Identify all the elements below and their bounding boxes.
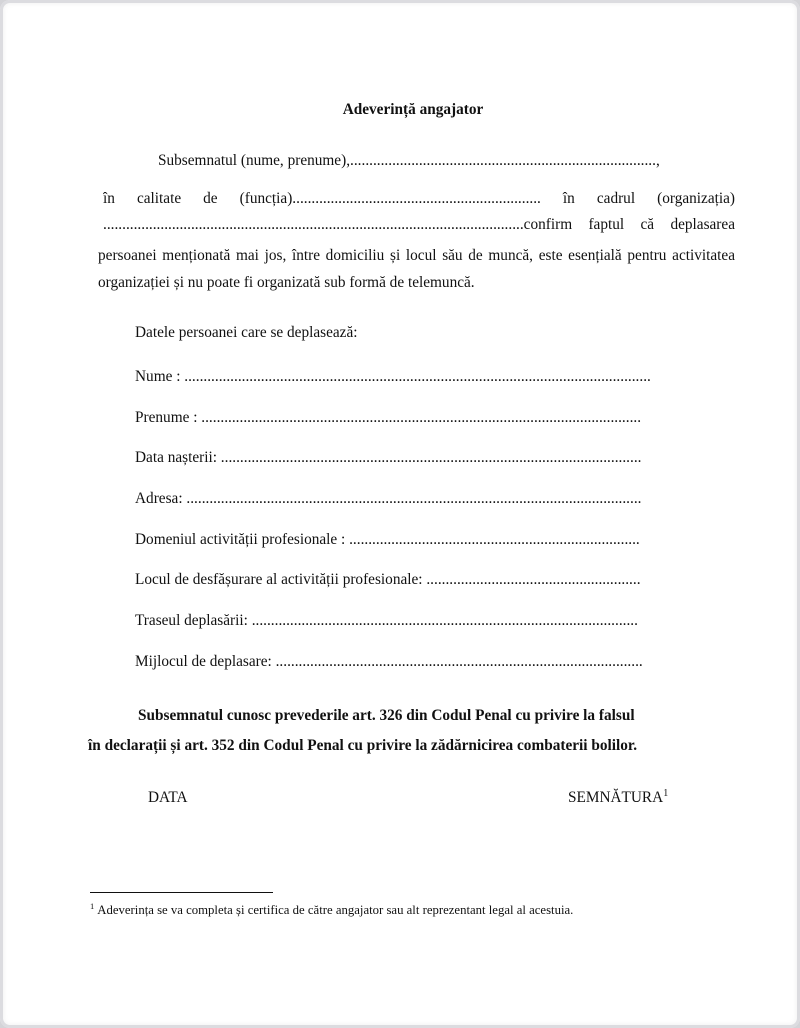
date-label: DATA bbox=[148, 789, 188, 806]
field-label: Locul de desfășurare al activității profesionale: bbox=[135, 571, 423, 589]
document-title: Adeverință angajator bbox=[342, 101, 484, 118]
field-locul-activitatii bbox=[135, 570, 675, 611]
field-label: Domeniul activității profesionale : bbox=[135, 530, 346, 548]
intro-line-statement: persoanei menționată mai jos, între domiciliu și locul său de muncă, este esențială pentru activitatea bbox=[98, 247, 735, 264]
intro-line-name: Subsemnatul (nume, prenume),................................................................................, bbox=[158, 152, 660, 169]
field-blank-line: .............................................................................................................. bbox=[220, 449, 642, 467]
field-label: Traseul deplasării: bbox=[135, 612, 248, 630]
field-label: Adresa: bbox=[135, 490, 183, 508]
field-nume bbox=[135, 367, 675, 408]
field-mijlocul-deplasare bbox=[135, 652, 675, 693]
field-blank-line: ....................................................................................................................... bbox=[186, 490, 642, 508]
footnote-text: Adeverința se va completa și certifica de către angajator sau alt reprezentant legal al acestuia. bbox=[97, 903, 574, 917]
intro-line-organization: ..............................................................................................................confirm faptul că deplasarea bbox=[103, 216, 735, 233]
field-traseul-deplasarii bbox=[135, 611, 675, 652]
field-blank-line: ........................................................ bbox=[426, 571, 641, 589]
declaration-line-1: Subsemnatul cunosc prevederile art. 326 din Codul Penal cu privire la falsul bbox=[138, 707, 635, 724]
field-blank-line: ..................................................................................................... bbox=[251, 612, 638, 630]
signature-label: SEMNĂTURA bbox=[568, 789, 664, 806]
footnote-separator bbox=[90, 892, 273, 893]
person-fields bbox=[135, 367, 675, 693]
field-domeniul-activitatii bbox=[135, 530, 675, 571]
field-prenume bbox=[135, 408, 675, 449]
field-blank-line: ............................................................................ bbox=[349, 530, 640, 548]
intro-line-function: în calitate de (funcția)................................................................. în cadrul (organizația) bbox=[103, 190, 735, 207]
field-label: Data nașterii: bbox=[135, 449, 217, 467]
field-label: Mijlocul de deplasare: bbox=[135, 652, 272, 670]
field-data-nasterii bbox=[135, 448, 675, 489]
footnote-marker: 1 bbox=[90, 901, 95, 911]
field-blank-line: ................................................................................................ bbox=[275, 652, 643, 670]
footnote bbox=[90, 901, 573, 919]
footnote-reference: 1 bbox=[663, 788, 669, 799]
field-label: Nume : bbox=[135, 368, 181, 385]
field-label: Prenume : bbox=[135, 408, 198, 426]
person-section-heading: Datele persoanei care se deplasează: bbox=[135, 324, 358, 341]
field-adresa bbox=[135, 489, 675, 530]
field-blank-line: ................................................................................................................... bbox=[201, 408, 642, 426]
field-blank-line: .......................................................................................................................... bbox=[184, 368, 651, 385]
signature-label-wrap bbox=[568, 788, 668, 808]
intro-line-telework: organizației și nu poate fi organizată sub formă de telemuncă. bbox=[98, 274, 475, 291]
declaration-line-2: în declarații și art. 352 din Codul Penal cu privire la zădărnicirea combaterii bolilor. bbox=[88, 737, 638, 754]
